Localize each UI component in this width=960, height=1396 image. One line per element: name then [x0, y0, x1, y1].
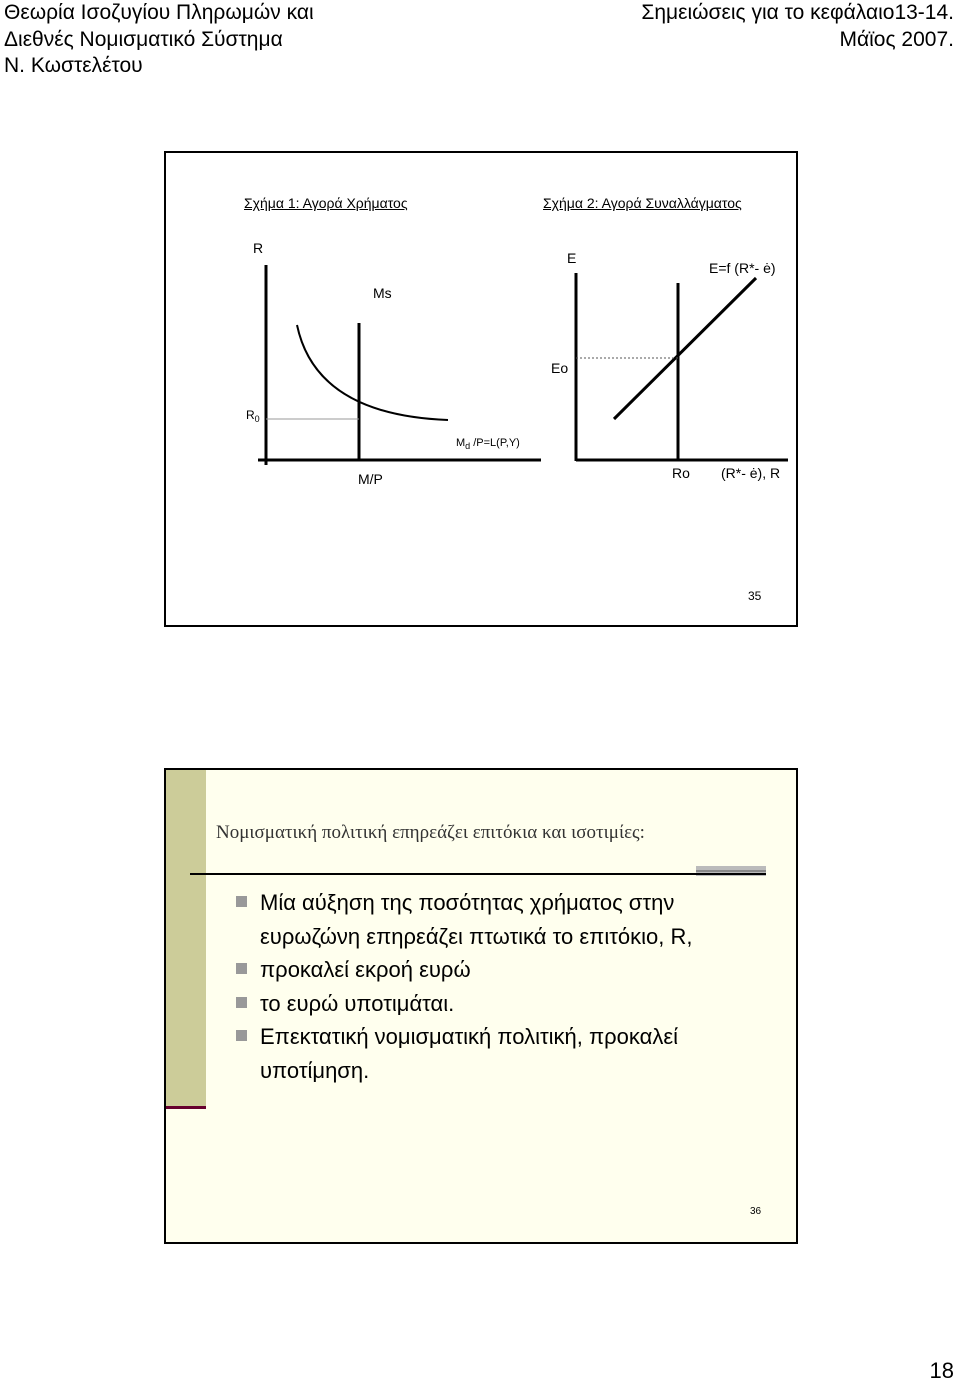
- r0-axis-label: Ro: [672, 465, 690, 481]
- notes-chapter: Σημειώσεις για το κεφάλαιο13-14.: [641, 1, 954, 24]
- money-demand-label: $M_d$ /P=L(P,Y): [456, 437, 520, 451]
- course-title-line2: Διεθνές Νομισματικό Σύστημα: [4, 27, 283, 51]
- exchange-rate-curve: [614, 278, 756, 419]
- bullet-item: προκαλεί εκροή ευρώ: [236, 953, 776, 987]
- title-rule-accent-line: [696, 870, 766, 872]
- slide-36: [164, 768, 798, 1244]
- exchange-curve-label: E=f (R*- ė): [709, 260, 776, 276]
- ms-label: Ms: [373, 285, 392, 301]
- bullet-square-icon: [236, 1030, 247, 1041]
- fig1-y-label: R: [253, 240, 264, 256]
- slide-page-number: 35: [748, 589, 762, 603]
- diagrams-svg: [166, 153, 796, 625]
- document-header-left: [4, 0, 314, 80]
- page-number: 18: [929, 1358, 954, 1383]
- notes-date: Μάϊος 2007.: [839, 27, 954, 51]
- bullet-square-icon: [236, 896, 247, 907]
- bullet-square-icon: [236, 997, 247, 1008]
- document-header-right: [641, 0, 954, 53]
- money-demand-curve: [297, 325, 448, 420]
- sidebar-accent-line: [166, 1106, 206, 1109]
- r0-label: $R_0$: [246, 408, 260, 424]
- bullet-item: Επεκτατική νομισματική πολιτική, προκαλεί υποτίμηση.: [236, 1020, 776, 1087]
- figure2-title: Σχήμα 2: Αγορά Συναλλάγματος: [543, 195, 742, 211]
- course-title-line1: Θεωρία Ισοζυγίου Πληρωμών και: [4, 1, 314, 24]
- slide-page-number: 36: [750, 1206, 762, 1217]
- e0-label: Eo: [551, 360, 569, 376]
- title-rule: [190, 873, 766, 875]
- bullet-item: το ευρώ υποτιμάται.: [236, 987, 776, 1021]
- bullet-list: [236, 886, 776, 1087]
- slide-35: [164, 151, 798, 627]
- fig1-x-label: M/P: [358, 471, 383, 487]
- bullet-item: Μία αύξηση της ποσότητας χρήματος στην ευρωζώνη επηρεάζει πτωτικά το επιτόκιο, R,: [236, 886, 776, 953]
- figure1-title: Σχήμα 1: Αγορά Χρήματος: [244, 195, 408, 211]
- fig2-x-label: (R*- ė), R: [721, 465, 781, 481]
- slide-title: Νομισματική πολιτική επηρεάζει επιτόκια και ισοτιμίες:: [216, 822, 645, 843]
- slide-sidebar: [166, 770, 206, 1106]
- author-name: Ν. Κωστελέτου: [4, 54, 143, 77]
- fig2-y-label: E: [567, 250, 577, 266]
- bullet-square-icon: [236, 963, 247, 974]
